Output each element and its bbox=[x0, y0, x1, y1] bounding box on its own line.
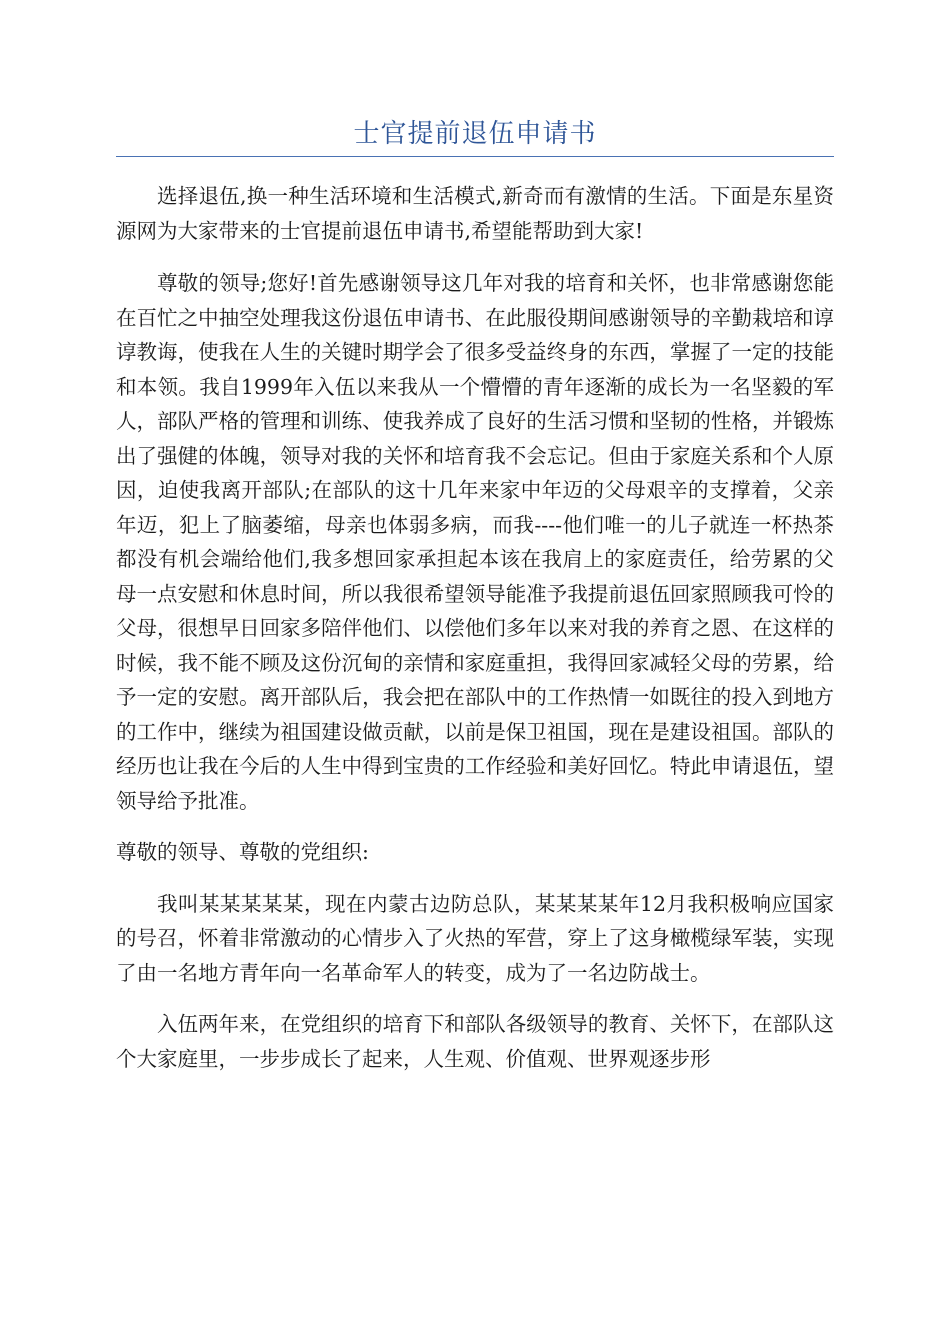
document-title: 士官提前退伍申请书 bbox=[353, 119, 597, 149]
document-page bbox=[116, 0, 834, 1076]
title-underline bbox=[116, 156, 834, 157]
salutation: 尊敬的领导、尊敬的党组织: bbox=[116, 840, 369, 864]
body-paragraph: 入伍两年来，在党组织的培育下和部队各级领导的教育、关怀下，在部队这个大家庭里，一步步成长了起来，人生观、价值观、世界观逐步形 bbox=[116, 1012, 834, 1071]
body-paragraph: 我叫某某某某某，现在内蒙古边防总队，某某某某年12月我积极响应国家的号召，怀着非常激动的心情步入了火热的军营，穿上了这身橄榄绿军装，实现了由一名地方青年向一名革命军人的转变，成为了一名边防战士。 bbox=[116, 891, 834, 985]
intro-paragraph: 选择退伍,换一种生活环境和生活模式,新奇而有激情的生活。下面是东星资源网为大家带来的士官提前退伍申请书,希望能帮助到大家! bbox=[116, 184, 834, 243]
letter-paragraph: 尊敬的领导;您好!首先感谢领导这几年对我的培育和关怀，也非常感谢您能在百忙之中抽空处理我这份退伍申请书、在此服役期间感谢领导的辛勤栽培和谆谆教诲，使我在人生的关键时期学会了很多受益终身的东西，掌握了一定的技能和本领。我自1999年入伍以来我从一个懵懵的青年逐渐的成长为一名坚毅的军人，部队严格的管理和训练、使我养成了良好的生活习惯和坚韧的性格，并锻炼出了强健的体魄，领导对我的关怀和培育我不会忘记。但由于家庭关系和个人原因，迫使我离开部队;在部队的这十几年来家中年迈的父母艰辛的支撑着，父亲年迈，犯上了脑萎缩，母亲也体弱多病，而我----他们唯一的儿子就连一杯热茶都没有机会端给他们,我多想回家承担起本该在我肩上的家庭责任，给劳累的父母一点安慰和休息时间，所以我很希望领导能准予我提前退伍回家照顾我可怜的父母，很想早日回家多陪伴他们、以偿他们多年以来对我的养育之恩、在这样的时候，我不能不顾及这份沉甸的亲情和家庭重担，我得回家减轻父母的劳累，给予一定的安慰。离开部队后，我会把在部队中的工作热情一如既往的投入到地方的工作中，继续为祖国建设做贡献，以前是保卫祖国，现在是建设祖国。部队的经历也让我在今后的人生中得到宝贵的工作经验和美好回忆。特此申请退伍，望领导给予批准。 bbox=[116, 271, 834, 813]
